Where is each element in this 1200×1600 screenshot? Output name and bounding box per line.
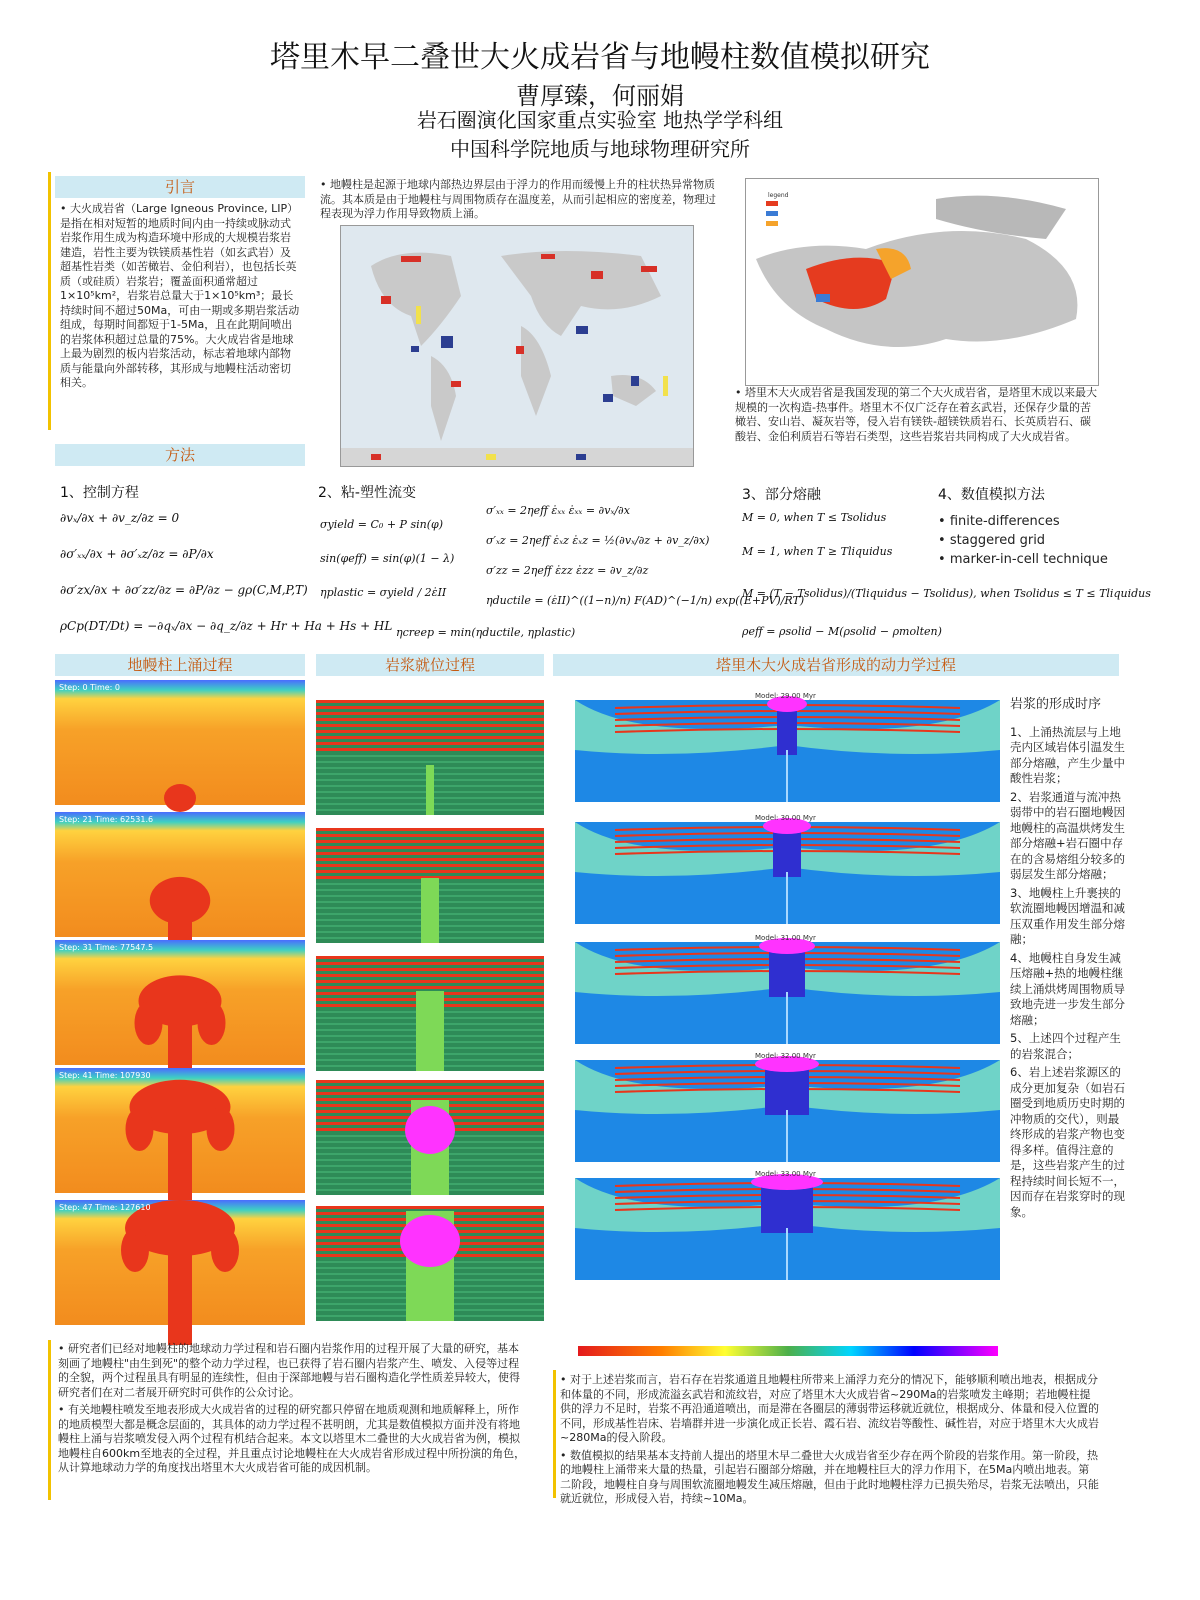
svg-text:ηductile = (ε̇II)^((1−n)/n) F(: ηductile = (ε̇II)^((1−n)/n) F(AD)^(−1/n) exp((E+PV)/RT) [486, 594, 805, 607]
melting-equations [738, 505, 1151, 645]
tarim-panel [575, 690, 1000, 802]
tarim-panel-label: Model: 33.00 Myr [755, 1170, 816, 1178]
plume-panel [55, 812, 305, 937]
plume-panel-label: Step: 41 Time: 107930 [59, 1071, 151, 1080]
plume-rise-header: 地幔柱上涌过程 [55, 654, 305, 676]
plume-panel-label: Step: 21 Time: 62531.6 [59, 815, 154, 824]
magma-panel [316, 700, 544, 815]
svg-text:sin(φeff) = sin(φ)(1 − λ): sin(φeff) = sin(φ)(1 − λ) [320, 552, 455, 565]
svg-text:σyield = C₀ + P sin(φ): σyield = C₀ + P sin(φ) [320, 518, 443, 531]
tarim-panel-label: Model: 29.00 Myr [755, 692, 816, 700]
tarim-map-figure [745, 178, 1099, 386]
intro-header: 引言 [55, 176, 305, 198]
magma-emplacement-header: 岩浆就位过程 [316, 654, 544, 676]
plume-panel-label: Step: 31 Time: 77547.5 [59, 943, 154, 952]
magma-panel [316, 1206, 544, 1321]
svg-text:σ′ₓₓ = 2ηeff ε̇ₓₓ ε̇ₓₓ = ∂: σ′ₓₓ = 2ηeff ε̇ₓₓ ε̇ₓₓ = ∂vₓ/∂x [486, 504, 630, 517]
tarim-panel-label: Model: 32.00 Myr [755, 1052, 816, 1060]
plume-panel [55, 1200, 305, 1325]
plume-panel-label: Step: 0 Time: 0 [59, 683, 120, 692]
poster-title: 塔里木早二叠世大火成岩省与地幔柱数值模拟研究 [270, 40, 930, 75]
affiliation-institute: 中国科学院地质与地球物理研究所 [450, 137, 750, 161]
svg-text:σ′ₓz = 2ηeff ε̇ₓz ε̇ₓz = ½: σ′ₓz = 2ηeff ε̇ₓz ε̇ₓz = ½(∂vₓ/∂z + ∂v_z/∂x) [486, 534, 710, 547]
visco-title: 2、粘-塑性流变 [318, 485, 416, 501]
melting-title: 3、部分熔融 [742, 487, 821, 503]
svg-text:M = 1, when T ≥ Tliquidus: M = 1, when T ≥ Tliquidus [742, 545, 893, 558]
bottom-left-text: • 研究者们已经对地幔柱的地球动力学过程和岩石圈内岩浆作用的过程开展了大量的研究，基本刻画了地幔柱"由生到死"的整个动力学过程，也已获得了岩石圈内岩浆产生、喷发、入侵等过程的全貌，两个过程虽具有明显的连续性，但由于深部地幔与岩石圈构造化学性质差异较大，使得研究者们在对二者展开研究时可供作的公众讨论。 • 有关地幔柱喷发至地表形成大火成岩省的过程的研究都只停留在地质观测和地质解释上，所作的地质模型大都是概念层面的，其具体的动力学过程不甚明朗，尤其是数值模拟方面并没有将地幔柱上涌与岩浆喷发侵入两个过程有机结合起来。本文以塔里木二叠世的大火成岩省为例，模拟地幔柱自600km至地表的全过程，并且重点讨论地幔柱在大火成岩省形成过程中所扮演的角色，从计算地球动力学的角度找出塔里木大火成岩省可能的成因机制。 [58, 1342, 526, 1474]
methods-header: 方法 [55, 444, 305, 466]
magma-panel [316, 1080, 544, 1195]
svg-text:ρeff = ρsolid − M(ρsolid − ρmo: ρeff = ρsolid − M(ρsolid − ρmolten) [742, 625, 942, 638]
sequence-text: 岩浆的形成时序 1、上涌热流层与上地壳内区域岩体引温发生部分熔融，产生少量中酸性岩浆； 2、岩浆通道与流冲热弱带中的岩石圈地幔因地幔柱的高温烘烤发生部分熔融+岩石圈中存在的含易熔组分较多的弱层发生部分熔融； 3、地幔柱上升裹挟的软流圈地幔因增温和减压双重作用发生部分熔融； 4、地幔柱自身发生减压熔融+热的地幔柱继续上涌烘烤周围物质导致地壳进一步发生部分熔融； 5、上述四个过程产生的岩浆混合； 6、岩上述岩浆源区的成分更加复杂（如岩石圈受到地质历史时期的冲物质的交代），则最终形成的岩浆产物也变得多样。值得注意的是，这些岩浆产生的过程持续时间长短不一，因而存在岩浆穿时的现象。 [1010, 697, 1125, 1219]
intro-text: • 大火成岩省（Large Igneous Province, LIP）是指在相对短暂的地质时间内由一持续或脉动式岩浆作用生成为构造环境中形成的大规模岩浆岩建造，岩性主要为铁镁质基性岩（如玄武岩）及超基性岩类（如苦橄岩、金伯利岩），也包括长英质（或硅质）岩浆岩；覆盖面积通常超过1×10⁵km²，岩浆岩总量大于1×10⁵km³；最长持续时间不超过50Ma，可由一期或多期岩浆活动组成，每期时间都短于1-5Ma，且在此期间喷出的岩浆体积超过总量的75%。大火成岩省是地球上最为剧烈的板内岩浆活动，标志着地球内部物质与能量向外部转移，其形成与地幔柱活动密切相关。 [60, 202, 300, 389]
plume-panel [55, 940, 305, 1065]
magma-panel [316, 828, 544, 943]
colorbar [578, 1346, 998, 1360]
tarim-note: • 塔里木大火成岩省是我国发现的第二个大火成岩省，是塔里木成以来最大规模的一次构造-热事件。塔里木不仅广泛存在着玄武岩，还保存少量的苦橄岩、安山岩、凝灰岩等，侵入岩有镁铁-超镁铁质岩石、长英质岩石、碳酸岩、金伯利质岩石等岩石类型，这些岩浆岩共同构成了大火成岩省。 [735, 386, 1097, 443]
tarim-panel [575, 1168, 1000, 1280]
world-map-figure [340, 225, 694, 467]
tarim-panel [575, 932, 1000, 1044]
tarim-dynamics-header: 塔里木大火成岩省形成的动力学过程 [553, 654, 1119, 676]
governing-title: 1、控制方程 [60, 485, 139, 501]
magma-panel [316, 956, 544, 1071]
visco-equations [316, 500, 805, 645]
svg-text:ηplastic = σyield / 2ε̇II: ηplastic = σyield / 2ε̇II [320, 586, 447, 599]
svg-text:legend: legend [768, 192, 789, 199]
tarim-panel [575, 1050, 1000, 1162]
bottom-right-text: • 对于上述岩浆而言，岩石存在岩浆通道且地幔柱所带来上涌浮力充分的情况下，能够顺利喷出地表，根据成分和体量的不同，形成流溢玄武岩和流纹岩，对应了塔里木大火成岩省~290Ma的岩浆喷发主峰期；若地幔柱提供的浮力不足时，岩浆不再沿通道喷出，而是滞在各圈层的薄弱带运移就近就位，根据成分、体量和侵入位置的不同，形成基性岩床、岩墙群并进一步演化成正长岩、霞石岩、流纹岩等酸性、碱性岩，对应于塔里木大火成岩~280Ma的侵入阶段。 • 数值模拟的结果基本支持前人提出的塔里木早二叠世大火成岩省至少存在两个阶段的岩浆作用。第一阶段，热的地幔柱上涌带来大量的热量，引起岩石圈部分熔融，并在地幔柱巨大的浮力作用下，在5Ma内喷出地表。第二阶段，地幔柱自身与周围软流圈地幔发生减压熔融，但由于此时地幔柱浮力已损失殆尽，岩浆无法喷出，只能就近就位，形成侵入岩，持续~10Ma。 [560, 1373, 1099, 1505]
tarim-panel-label: Model: 30.00 Myr [755, 814, 816, 822]
numerical-title: 4、数值模拟方法 [938, 487, 1045, 503]
plume-panel-label: Step: 47 Time: 127610 [59, 1203, 151, 1212]
svg-text:∂vₓ/∂x + ∂v_z/∂z = 0: ∂vₓ/∂x + ∂v_z/∂z = 0 [60, 511, 180, 525]
svg-text:ηcreep = min(ηductile, ηplasti: ηcreep = min(ηductile, ηplastic) [396, 626, 576, 639]
plume-panel [55, 680, 305, 805]
numerical-list: • finite-differences • staggered grid • marker-in-cell technique [938, 514, 1108, 567]
svg-text:∂σ′ₓₓ/∂x + ∂σ′ₓz/∂z = ∂P/∂x: ∂σ′ₓₓ/∂x + ∂σ′ₓz/∂z = ∂P/∂x [60, 547, 214, 561]
svg-text:∂σ′zx/∂x + ∂σ′zz/∂z = ∂P/∂z −: ∂σ′zx/∂x + ∂σ′zz/∂z = ∂P/∂z − gρ(C,M,P,T) [60, 583, 308, 597]
svg-text:M = 0, when T ≤ Tsolidus: M = 0, when T ≤ Tsolidus [742, 511, 887, 524]
svg-text:M = (T − Tsolidus)/(Tliquidus: M = (T − Tsolidus)/(Tliquidus − Tsolidus), when Tsolidus ≤ T ≤ Tliquidus [742, 587, 1151, 600]
authors: 曹厚臻，何丽娟 [516, 82, 684, 110]
map-note: • 地幔柱是起源于地球内部热边界层由于浮力的作用而缓慢上升的柱状热异常物质流。其本质是由于地幔柱与周围物质存在温度差，从而引起相应的密度差，物理过程表现为浮力作用导致物质上涌。 [320, 178, 716, 220]
svg-text:σ′zz = 2ηeff ε̇zz ε̇zz = ∂: σ′zz = 2ηeff ε̇zz ε̇zz = ∂v_z/∂z [486, 564, 649, 577]
plume-panel [55, 1068, 305, 1193]
affiliation-lab: 岩石圈演化国家重点实验室 地热学学科组 [416, 108, 784, 132]
tarim-panel [575, 812, 1000, 924]
svg-text:ρCp(DT/Dt) = −∂qₓ/∂x − ∂q_z/∂z: ρCp(DT/Dt) = −∂qₓ/∂x − ∂q_z/∂z + Hr + Ha + Hs + HL [60, 619, 393, 633]
tarim-panel-label: Model: 31.00 Myr [755, 934, 816, 942]
